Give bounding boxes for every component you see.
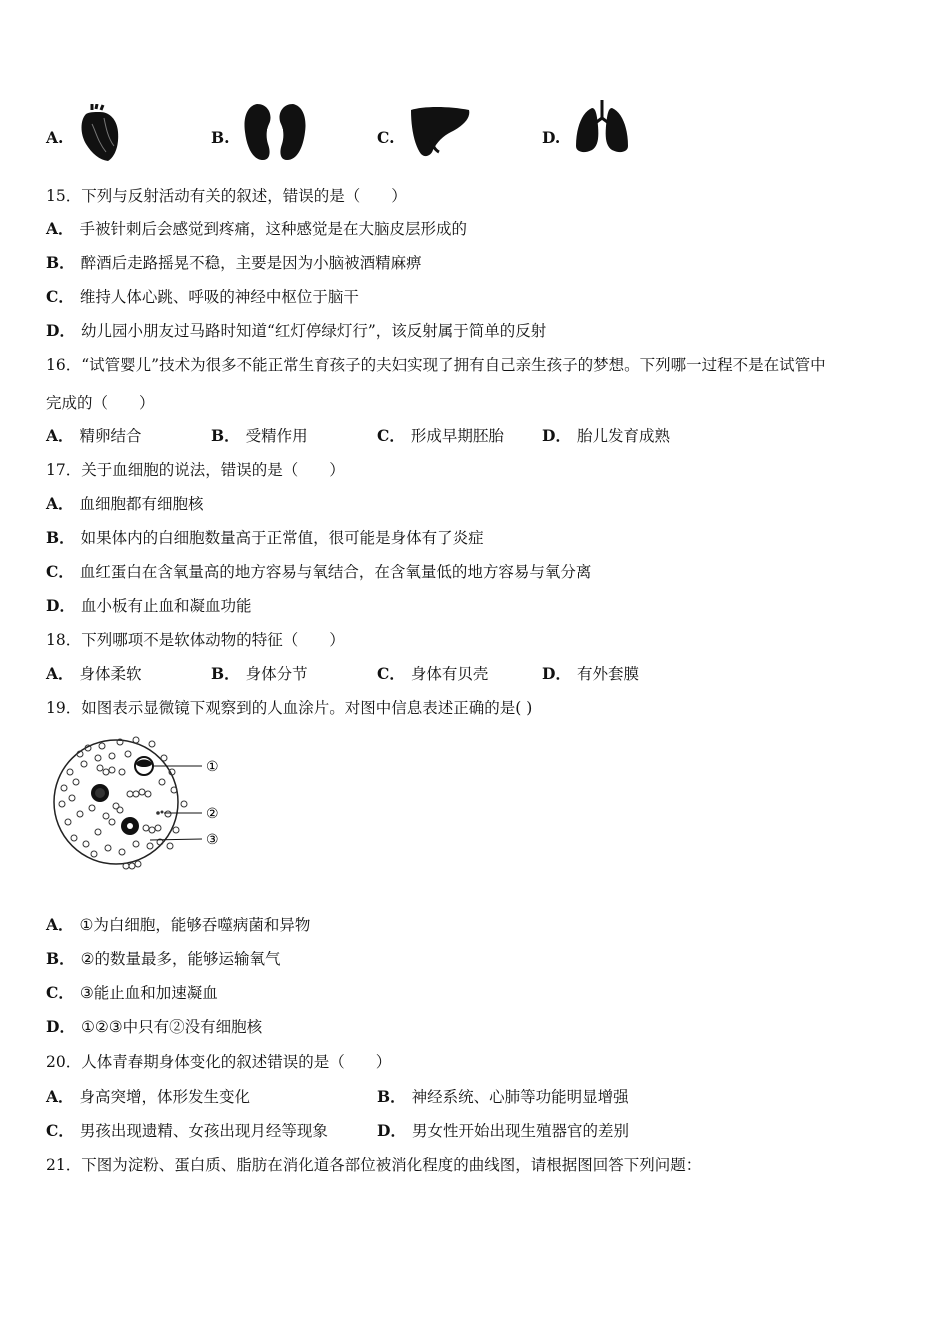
option-label: D． xyxy=(377,1121,406,1140)
q19-option-a xyxy=(46,915,310,935)
option-text: 血细胞都有细胞核 xyxy=(79,495,204,513)
option-label: D． xyxy=(542,664,571,683)
q15-option-b xyxy=(46,253,422,273)
option-text: 受精作用 xyxy=(245,427,308,445)
option-text: 血红蛋白在含氧量高的地方容易与氧结合，在含氧量低的地方容易与氧分离 xyxy=(79,563,592,581)
q18-option-a xyxy=(46,664,142,684)
q16-option-d xyxy=(542,426,670,446)
option-label: D． xyxy=(46,596,75,615)
option-label: B． xyxy=(46,253,75,272)
option-label: B． xyxy=(46,528,75,547)
q15-stem: 15．下列与反射活动有关的叙述，错误的是（ ） xyxy=(46,187,407,205)
q15-option-a xyxy=(46,219,467,239)
q19-option-d xyxy=(46,1017,262,1037)
option-text: 醉酒后走路摇晃不稳，主要是因为小脑被酒精麻痹 xyxy=(80,254,422,272)
option-label: A． xyxy=(46,219,74,238)
figure-label-3: ③ xyxy=(206,832,219,848)
option-label: A． xyxy=(46,494,74,513)
q15-option-c xyxy=(46,287,359,307)
option-text: 手被针刺后会感觉到疼痛，这种感觉是在大脑皮层形成的 xyxy=(79,220,468,238)
option-label: D． xyxy=(46,1017,75,1036)
q20-option-c xyxy=(46,1121,328,1141)
q17-option-b xyxy=(46,528,484,548)
q18-stem: 18．下列哪项不是软体动物的特征（ ） xyxy=(46,631,345,649)
liver-icon xyxy=(409,104,471,158)
q19-option-b xyxy=(46,949,281,969)
q16-option-b xyxy=(211,426,308,446)
option-text: 身体分节 xyxy=(245,665,308,683)
option-text: 精卵结合 xyxy=(79,427,142,445)
q21-stem: 21．下图为淀粉、蛋白质、脂肪在消化道各部位被消化程度的曲线图，请根据图回答下列问题： xyxy=(46,1156,702,1174)
option-text: ③能止血和加速凝血 xyxy=(79,984,218,1002)
q17-stem: 17．关于血细胞的说法，错误的是（ ） xyxy=(46,461,345,479)
option-label: B． xyxy=(377,1087,406,1106)
q16-option-c xyxy=(377,426,504,446)
q20-stem: 20．人体青春期身体变化的叙述错误的是（ ） xyxy=(46,1053,392,1071)
q16-option-a xyxy=(46,426,142,446)
q18-option-c xyxy=(377,664,488,684)
option-text: 胎儿发育成熟 xyxy=(576,427,670,445)
option-label: A． xyxy=(46,664,74,683)
option-label: B． xyxy=(211,426,240,445)
option-text: 维持人体心跳、呼吸的神经中枢位于脑干 xyxy=(79,288,359,306)
figure-label-1: ① xyxy=(206,759,219,775)
q16-stem-line2: 完成的（ ） xyxy=(46,394,155,412)
option-text: 形成早期胚胎 xyxy=(410,427,504,445)
option-text: 血小板有止血和凝血功能 xyxy=(80,597,252,615)
option-text: 身体柔软 xyxy=(79,665,142,683)
option-text: 幼儿园小朋友过马路时知道“红灯停绿灯行”，该反射属于简单的反射 xyxy=(80,322,547,340)
q17-option-d xyxy=(46,596,251,616)
option-label: D． xyxy=(542,426,571,445)
q14-option-b-label: B. xyxy=(211,128,230,147)
leader-lines xyxy=(150,766,202,840)
q16-stem-line1: 16．“试管婴儿”技术为很多不能正常生育孩子的夫妇实现了拥有自己亲生孩子的梦想。下列哪一过程不是在试管中 xyxy=(46,356,826,374)
option-label: B． xyxy=(46,949,75,968)
option-label: C． xyxy=(46,1121,74,1140)
lungs-icon xyxy=(574,100,630,156)
q17-option-c xyxy=(46,562,591,582)
option-text: ①②③中只有②没有细胞核 xyxy=(80,1018,263,1036)
option-text: 身高突增，体形发生变化 xyxy=(79,1088,251,1106)
option-text: 有外套膜 xyxy=(576,665,639,683)
option-label: C． xyxy=(377,426,405,445)
option-text: 如果体内的白细胞数量高于正常值，很可能是身体有了炎症 xyxy=(80,529,484,547)
option-text: 身体有贝壳 xyxy=(410,665,489,683)
q20-option-b xyxy=(377,1087,629,1107)
option-label: A． xyxy=(46,1087,74,1106)
option-text: ①为白细胞，能够吞噬病菌和异物 xyxy=(79,916,311,934)
q18-option-b xyxy=(211,664,308,684)
q19-option-c xyxy=(46,983,218,1003)
platelets xyxy=(156,811,163,815)
option-label: A． xyxy=(46,426,74,445)
q17-option-a xyxy=(46,494,204,514)
q20-option-a xyxy=(46,1087,250,1107)
option-text: 神经系统、心肺等功能明显增强 xyxy=(411,1088,629,1106)
q19-stem: 19．如图表示显微镜下观察到的人血涂片。对图中信息表述正确的是( ) xyxy=(46,699,533,717)
heart-icon xyxy=(78,104,120,162)
q15-option-d xyxy=(46,321,546,341)
option-label: D． xyxy=(46,321,75,340)
option-label: C． xyxy=(377,664,405,683)
figure-label-2: ② xyxy=(206,806,219,822)
q18-option-d xyxy=(542,664,639,684)
q14-option-a-label: A. xyxy=(46,128,64,147)
option-label: B． xyxy=(211,664,240,683)
option-label: C． xyxy=(46,983,74,1002)
option-label: C． xyxy=(46,562,74,581)
q14-option-d-label: D. xyxy=(542,128,561,147)
blood-smear-figure xyxy=(50,732,240,878)
kidneys-icon xyxy=(243,102,307,162)
option-text: ②的数量最多，能够运输氧气 xyxy=(80,950,281,968)
q20-option-d xyxy=(377,1121,629,1141)
q14-option-c-label: C. xyxy=(377,128,395,147)
red-blood-cells xyxy=(59,737,187,869)
option-text: 男孩出现遗精、女孩出现月经等现象 xyxy=(79,1122,328,1140)
option-label: A． xyxy=(46,915,74,934)
option-text: 男女性开始出现生殖器官的差别 xyxy=(411,1122,629,1140)
option-label: C． xyxy=(46,287,74,306)
